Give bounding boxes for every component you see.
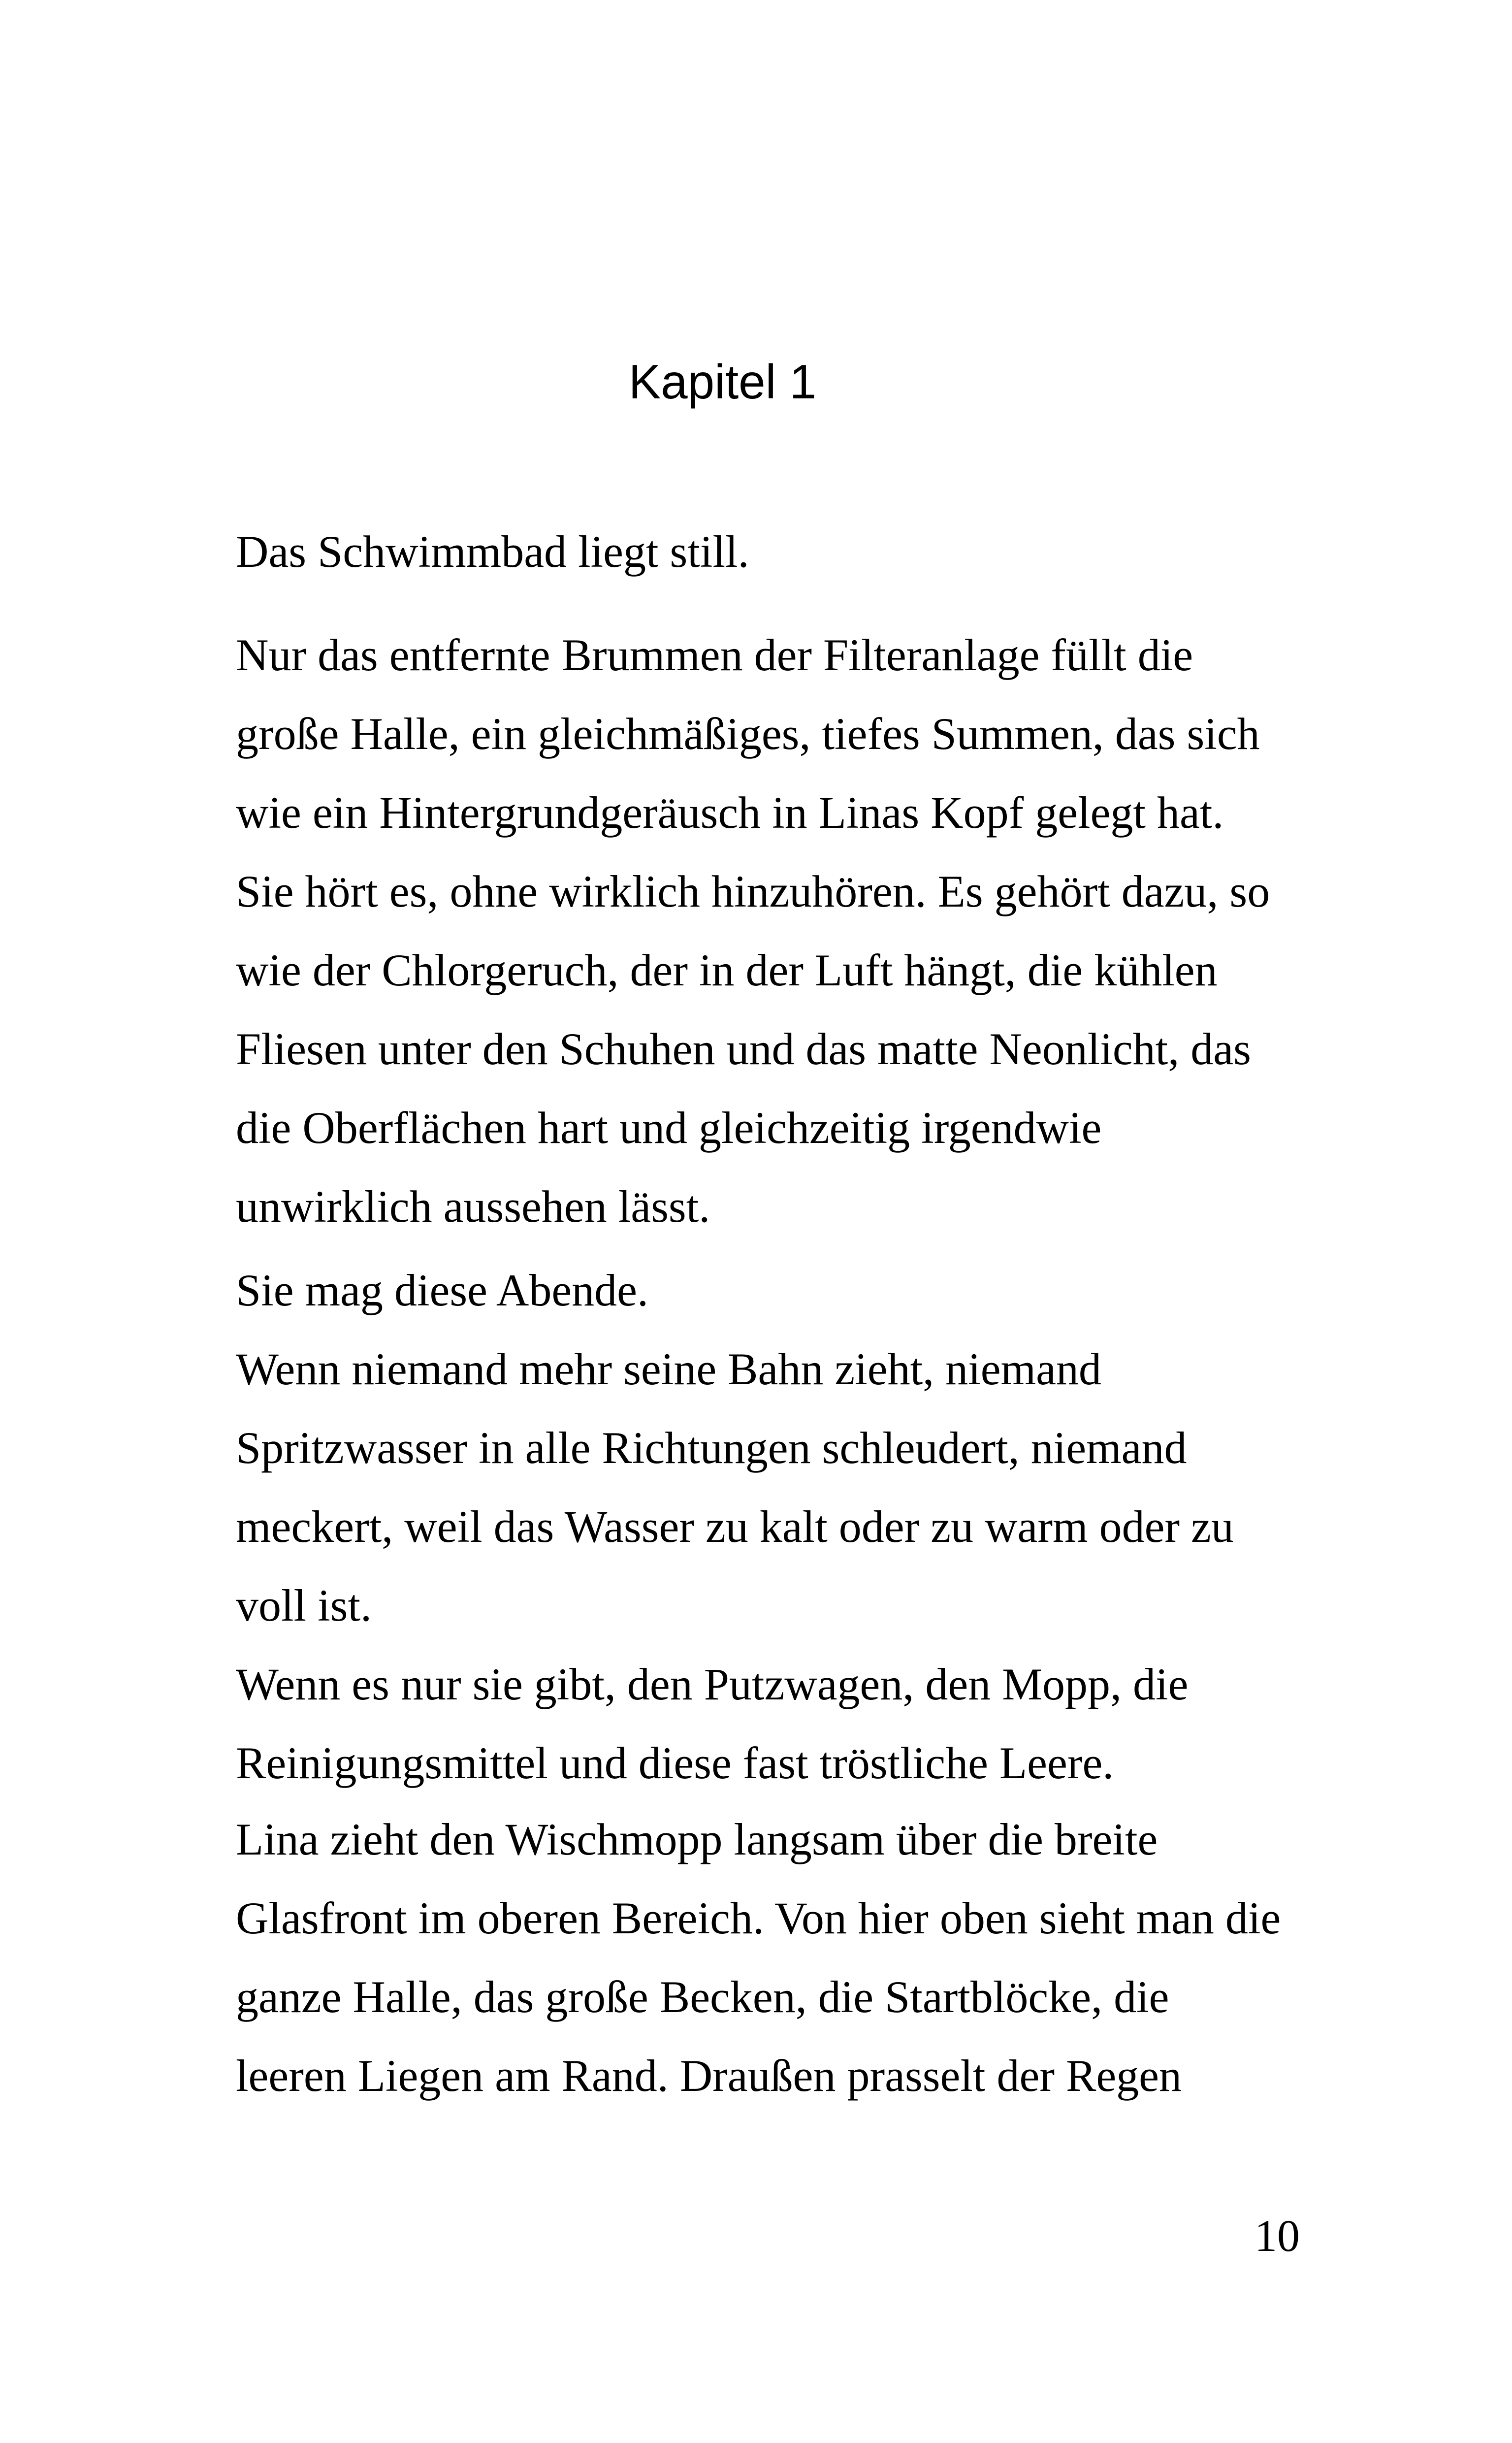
page-number: 10 bbox=[1255, 2211, 1300, 2261]
paragraph-1 bbox=[236, 512, 749, 591]
text-line: Lina zieht den Wischmopp langsam über die breite bbox=[236, 1814, 1158, 1864]
text-line: wie der Chlorgeruch, der in der Luft hängt, die kühlen bbox=[236, 945, 1218, 995]
text-line: unwirklich aussehen lässt. bbox=[236, 1181, 710, 1232]
text-line: Reinigungsmittel und diese fast tröstliche Leere. bbox=[236, 1738, 1114, 1788]
paragraph-4 bbox=[236, 1800, 1281, 2115]
text-line: Wenn es nur sie gibt, den Putzwagen, den Mopp, die bbox=[236, 1659, 1189, 1709]
text-line: leeren Liegen am Rand. Draußen prasselt der Regen bbox=[236, 2051, 1182, 2101]
text-line: die Oberflächen hart und gleichzeitig irgendwie bbox=[236, 1103, 1102, 1153]
text-line: Nur das entfernte Brummen der Filteranlage füllt die bbox=[236, 630, 1193, 680]
text-line: wie ein Hintergrundgeräusch in Linas Kopf gelegt hat. bbox=[236, 787, 1224, 838]
text-line: Wenn niemand mehr seine Bahn zieht, niemand bbox=[236, 1344, 1101, 1394]
text-line: Fliesen unter den Schuhen und das matte Neonlicht, das bbox=[236, 1024, 1251, 1074]
text-line: Spritzwasser in alle Richtungen schleudert, niemand bbox=[236, 1423, 1187, 1473]
text-line: Sie hört es, ohne wirklich hinzuhören. Es gehört dazu, so bbox=[236, 866, 1270, 916]
paragraph-2 bbox=[236, 616, 1270, 1246]
chapter-title: Kapitel 1 bbox=[628, 355, 817, 409]
text-line: große Halle, ein gleichmäßiges, tiefes Summen, das sich bbox=[236, 709, 1260, 759]
text-line: Das Schwimmbad liegt still. bbox=[236, 526, 749, 577]
text-line: meckert, weil das Wasser zu kalt oder zu warm oder zu bbox=[236, 1501, 1234, 1552]
text-line: voll ist. bbox=[236, 1580, 372, 1630]
paragraph-3 bbox=[236, 1251, 1234, 1802]
text-line: Sie mag diese Abende. bbox=[236, 1265, 649, 1315]
text-line: Glasfront im oberen Bereich. Von hier oben sieht man die bbox=[236, 1893, 1281, 1943]
text-line: ganze Halle, das große Becken, die Startblöcke, die bbox=[236, 1972, 1169, 2022]
